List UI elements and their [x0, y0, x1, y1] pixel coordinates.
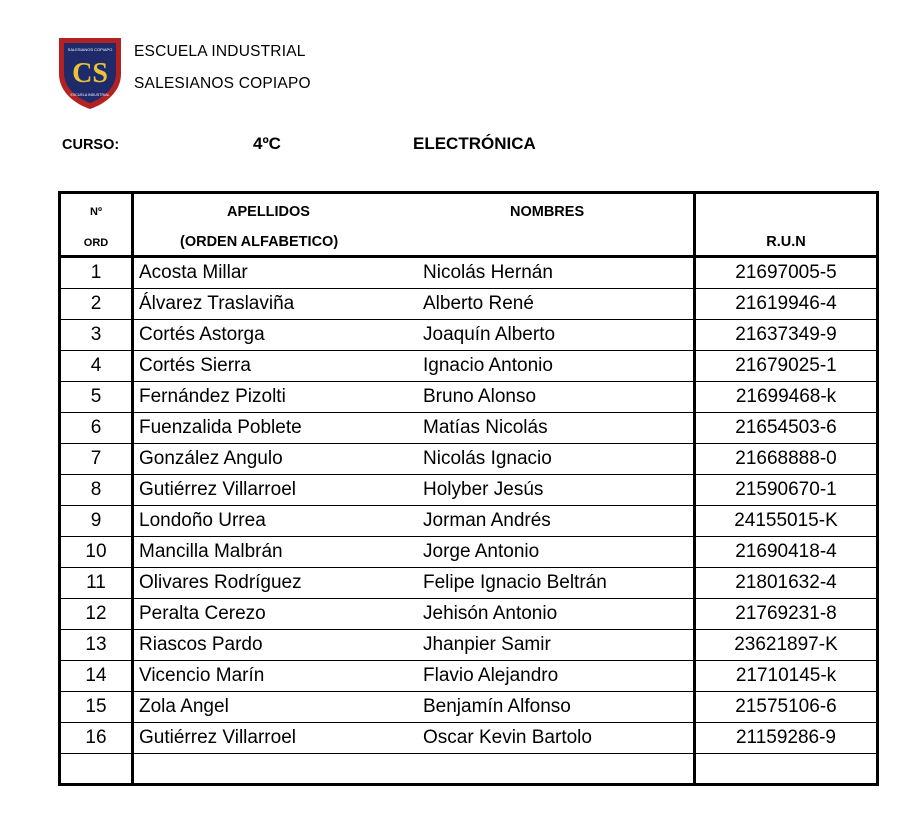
row-run: 21699468-k [695, 382, 878, 413]
header-num [60, 193, 133, 257]
row-nombres: Benjamín Alfonso [417, 692, 695, 723]
row-number: 12 [60, 599, 133, 630]
row-number: 13 [60, 630, 133, 661]
table-header-row [60, 193, 878, 257]
curso-value: 4ºC [253, 134, 281, 153]
row-apellidos: Álvarez Traslaviña [133, 289, 418, 320]
row-nombres: Holyber Jesús [417, 475, 695, 506]
row-apellidos: Londoño Urrea [133, 506, 418, 537]
table-row [60, 630, 878, 661]
table-row [60, 289, 878, 320]
row-run: 24155015-K [695, 506, 878, 537]
table-row [60, 444, 878, 475]
table-row [60, 351, 878, 382]
row-number: 1 [60, 257, 133, 289]
header-num-line1: Nº [90, 206, 102, 218]
table-row [60, 568, 878, 599]
row-run: 21697005-5 [695, 257, 878, 289]
row-number: 14 [60, 661, 133, 692]
header-run [695, 193, 878, 257]
row-number: 15 [60, 692, 133, 723]
row-nombres: Nicolás Ignacio [417, 444, 695, 475]
row-apellidos: Acosta Millar [133, 257, 418, 289]
row-run: 21159286-9 [695, 723, 878, 754]
row-apellidos: Gutiérrez Villarroel [133, 475, 418, 506]
header-apellidos-line1: APELLIDOS [227, 204, 310, 220]
row-apellidos: Fernández Pizolti [133, 382, 418, 413]
row-nombres: Oscar Kevin Bartolo [417, 723, 695, 754]
row-number: 8 [60, 475, 133, 506]
row-number: 16 [60, 723, 133, 754]
row-apellidos: Fuenzalida Poblete [133, 413, 418, 444]
row-run: 21575106-6 [695, 692, 878, 723]
row-number: 3 [60, 320, 133, 351]
curso-label: CURSO: [62, 137, 120, 153]
school-logo [57, 36, 123, 110]
row-number: 7 [60, 444, 133, 475]
table-row [60, 475, 878, 506]
row-apellidos: Mancilla Malbrán [133, 537, 418, 568]
row-apellidos: Peralta Cerezo [133, 599, 418, 630]
row-nombres: Felipe Ignacio Beltrán [417, 568, 695, 599]
table-row [60, 382, 878, 413]
header-apellidos [133, 193, 418, 257]
row-number: 9 [60, 506, 133, 537]
row-number: 10 [60, 537, 133, 568]
row-apellidos: Cortés Sierra [133, 351, 418, 382]
row-apellidos: Riascos Pardo [133, 630, 418, 661]
row-apellidos: Zola Angel [133, 692, 418, 723]
logo-ring-top: SALESIANOS COPIAPO [67, 47, 113, 52]
table-row [60, 661, 878, 692]
table-row [60, 537, 878, 568]
row-run: 21668888-0 [695, 444, 878, 475]
student-table [58, 191, 879, 786]
row-nombres: Flavio Alejandro [417, 661, 695, 692]
row-run: 21637349-9 [695, 320, 878, 351]
empty-cell [417, 754, 695, 785]
row-apellidos: González Angulo [133, 444, 418, 475]
row-run: 21590670-1 [695, 475, 878, 506]
row-nombres: Joaquín Alberto [417, 320, 695, 351]
header-apellidos-line2: (ORDEN ALFABETICO) [180, 234, 339, 250]
row-nombres: Jehisón Antonio [417, 599, 695, 630]
row-number: 2 [60, 289, 133, 320]
school-name-line2: SALESIANOS COPIAPO [134, 75, 311, 92]
row-number: 11 [60, 568, 133, 599]
header-nombres [417, 193, 695, 257]
row-run: 23621897-K [695, 630, 878, 661]
table-row [60, 506, 878, 537]
row-apellidos: Gutiérrez Villarroel [133, 723, 418, 754]
especialidad: ELECTRÓNICA [413, 134, 536, 153]
header-run-text: R.U.N [766, 234, 806, 250]
header-nombres-text: NOMBRES [510, 204, 585, 220]
table-row [60, 257, 878, 289]
school-name-line1: ESCUELA INDUSTRIAL [134, 43, 306, 60]
row-run: 21801632-4 [695, 568, 878, 599]
logo-letters: CS [72, 58, 108, 89]
table-row-empty [60, 754, 878, 785]
table-row [60, 413, 878, 444]
row-nombres: Jorge Antonio [417, 537, 695, 568]
empty-cell [60, 754, 133, 785]
row-nombres: Nicolás Hernán [417, 257, 695, 289]
empty-cell [133, 754, 418, 785]
row-run: 21679025-1 [695, 351, 878, 382]
row-number: 4 [60, 351, 133, 382]
row-run: 21710145-k [695, 661, 878, 692]
row-apellidos: Vicencio Marín [133, 661, 418, 692]
row-number: 5 [60, 382, 133, 413]
row-nombres: Ignacio Antonio [417, 351, 695, 382]
row-nombres: Alberto René [417, 289, 695, 320]
row-number: 6 [60, 413, 133, 444]
row-nombres: Bruno Alonso [417, 382, 695, 413]
header-num-line2: ORD [83, 237, 109, 249]
table-row [60, 320, 878, 351]
row-apellidos: Cortés Astorga [133, 320, 418, 351]
table-row [60, 723, 878, 754]
row-nombres: Matías Nicolás [417, 413, 695, 444]
row-run: 21619946-4 [695, 289, 878, 320]
row-apellidos: Olivares Rodríguez [133, 568, 418, 599]
empty-cell [695, 754, 878, 785]
table-row [60, 599, 878, 630]
logo-ring-bottom: ESCUELA INDUSTRIAL [70, 93, 110, 97]
row-nombres: Jhanpier Samir [417, 630, 695, 661]
row-run: 21690418-4 [695, 537, 878, 568]
row-run: 21654503-6 [695, 413, 878, 444]
table-row [60, 692, 878, 723]
row-run: 21769231-8 [695, 599, 878, 630]
row-nombres: Jorman Andrés [417, 506, 695, 537]
